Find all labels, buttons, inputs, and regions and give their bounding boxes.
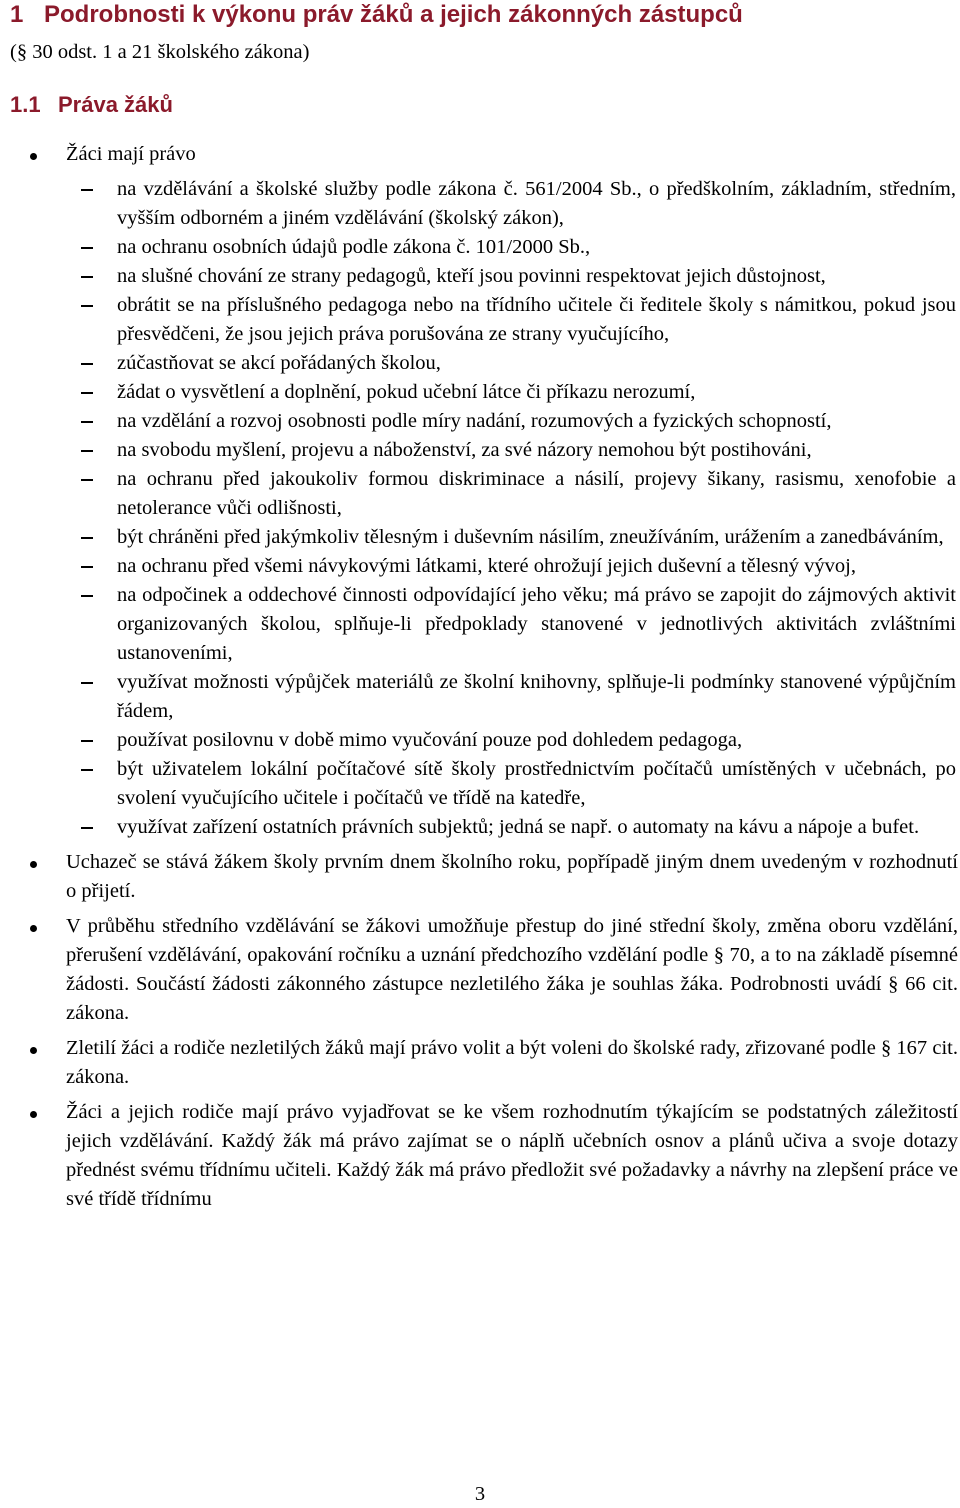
bullet-icon bbox=[30, 1047, 37, 1054]
sub-list-item-text: používat posilovnu v době mimo vyučování pouze pod dohledem pedagoga, bbox=[117, 729, 743, 751]
section-number: 1.1 bbox=[10, 92, 41, 117]
sub-list-item-text: na vzdělání a rozvoj osobnosti podle míry nadání, rozumových a fyzických schopností, bbox=[117, 410, 832, 432]
dash-icon bbox=[81, 189, 93, 191]
sub-list-item bbox=[0, 436, 958, 465]
sub-list-item bbox=[0, 378, 958, 407]
sub-list-item-text: obrátit se na příslušného pedagoga nebo na třídního učitele či ředitele školy s námitkou, pokud jsou přesvědčeni, že jsou jejich práva porušována ze strany vyučujícího, bbox=[117, 294, 956, 345]
list-item-text: Uchazeč se stává žákem školy prvním dnem školního roku, popřípadě jiným dnem uvedeným v rozhodnutí o přijetí. bbox=[66, 851, 958, 902]
sub-list-item bbox=[0, 755, 958, 813]
sub-list-item bbox=[0, 581, 958, 668]
list-item-text: Zletilí žáci a rodiče nezletilých žáků mají právo volit a být voleni do školské rady, zřizované podle § 167 cit. zákona. bbox=[66, 1037, 958, 1088]
sub-list-item-text: na ochranu před jakoukoliv formou diskriminace a násilí, projevy šikany, rasismu, xenofobie a netolerance vůči odlišnosti, bbox=[117, 468, 956, 519]
sub-list-item-text: na slušné chování ze strany pedagogů, kteří jsou povinni respektovat jejich důstojnost, bbox=[117, 265, 826, 287]
sub-list-item bbox=[0, 668, 958, 726]
dash-icon bbox=[81, 421, 93, 423]
sub-list-item-text: zúčastňovat se akcí pořádaných školou, bbox=[117, 352, 441, 374]
sub-list-item bbox=[0, 349, 958, 378]
dash-icon bbox=[81, 450, 93, 452]
page-number: 3 bbox=[474, 1483, 486, 1505]
dash-icon bbox=[81, 595, 93, 597]
list-item bbox=[0, 1098, 960, 1214]
dash-icon bbox=[81, 769, 93, 771]
dash-icon bbox=[81, 537, 93, 539]
sub-list bbox=[0, 175, 958, 842]
dash-icon bbox=[81, 305, 93, 307]
chapter-number: 1 bbox=[10, 1, 24, 28]
sub-list-item bbox=[0, 465, 958, 523]
sub-list-item-text: na vzdělávání a školské služby podle zákona č. 561/2004 Sb., o předškolním, základním, středním, vyšším odborném a jiném vzdělávání (školský zákon), bbox=[117, 178, 956, 229]
sub-list-item bbox=[0, 175, 958, 233]
section-heading bbox=[10, 90, 173, 120]
sub-list-item bbox=[0, 407, 958, 436]
list-item-text: Žáci mají právo bbox=[66, 143, 196, 165]
sub-list-item-text: na ochranu před všemi návykovými látkami, které ohrožují jejich duševní a tělesný vývoj, bbox=[117, 555, 856, 577]
bullet-icon bbox=[30, 861, 37, 868]
dash-icon bbox=[81, 566, 93, 568]
sub-list-item bbox=[0, 523, 958, 552]
bullet-icon bbox=[30, 153, 37, 160]
sub-list-item-text: žádat o vysvětlení a doplnění, pokud učební látce či příkazu nerozumí, bbox=[117, 381, 696, 403]
sub-list-item-text: na ochranu osobních údajů podle zákona č. 101/2000 Sb., bbox=[117, 236, 591, 258]
sub-list-item-text: využívat zařízení ostatních právních subjektů; jedná se např. o automaty na kávu a nápoje a bufet. bbox=[117, 816, 920, 838]
chapter-subtitle: (§ 30 odst. 1 a 21 školského zákona) bbox=[10, 41, 310, 63]
sub-list-item-text: využívat možnosti výpůjček materiálů ze školní knihovny, splňuje-li podmínky stanovené výpůjčním řádem, bbox=[117, 671, 956, 722]
sub-list-item-text: na svobodu myšlení, projevu a náboženství, za své názory nemohou být postihováni, bbox=[117, 439, 812, 461]
section-title: Práva žáků bbox=[58, 92, 173, 117]
dash-icon bbox=[81, 479, 93, 481]
sub-list-item bbox=[0, 291, 958, 349]
sub-list-item bbox=[0, 813, 958, 842]
dash-icon bbox=[81, 682, 93, 684]
sub-list-item-text: na odpočinek a oddechové činnosti odpovídající jeho věku; má právo se zapojit do zájmových aktivit organizovaných školou, splňuje-li předpoklady stanovené v jednotlivých aktivitách zvláštními ustanoveními, bbox=[117, 584, 956, 664]
sub-list-item bbox=[0, 726, 958, 755]
bullet-icon bbox=[30, 1111, 37, 1118]
list-item-text: V průběhu středního vzdělávání se žákovi umožňuje přestup do jiné střední školy, změna oboru vzdělání, přerušení vzdělávání, opakování ročníku a uznání předchozího vzdělání podle § 70, a to na základě písemné žádosti. Součástí žádosti zákonného zástupce nezletilého žáka je souhlas žáka. Podrobnosti uvádí § 66 cit. zákona. bbox=[66, 915, 958, 1024]
sub-list-item bbox=[0, 233, 958, 262]
list-item bbox=[0, 848, 960, 906]
dash-icon bbox=[81, 247, 93, 249]
dash-icon bbox=[81, 276, 93, 278]
dash-icon bbox=[81, 740, 93, 742]
sub-list-item-text: být uživatelem lokální počítačové sítě školy prostřednictvím počítačů umístěných v učebnách, po svolení vyučujícího učitele i počítačů ve třídě na katedře, bbox=[117, 758, 956, 809]
list-item bbox=[0, 1034, 960, 1092]
list-item-text: Žáci a jejich rodiče mají právo vyjadřovat se ke všem rozhodnutím týkajícím se podstatných záležitostí jejich vzdělávání. Každý žák má právo zajímat se o náplň učebních osnov a plánů učiva a svoje dotazy přednést svému třídnímu učiteli. Každý žák má právo předložit své požadavky a návrhy na zlepšení práce ve své třídě třídnímu bbox=[66, 1101, 958, 1210]
rights-list bbox=[0, 140, 960, 1214]
dash-icon bbox=[81, 363, 93, 365]
dash-icon bbox=[81, 827, 93, 829]
chapter-heading bbox=[10, 0, 955, 30]
dash-icon bbox=[81, 392, 93, 394]
sub-list-item-text: být chráněni před jakýmkoliv tělesným i duševním násilím, zneužíváním, urážením a zanedbáváním, bbox=[117, 526, 944, 548]
sub-list-item bbox=[0, 262, 958, 291]
list-item bbox=[0, 912, 960, 1028]
list-item bbox=[0, 140, 960, 842]
sub-list-item bbox=[0, 552, 958, 581]
chapter-title: Podrobnosti k výkonu práv žáků a jejich zákonných zástupců bbox=[44, 1, 743, 28]
bullet-icon bbox=[30, 925, 37, 932]
